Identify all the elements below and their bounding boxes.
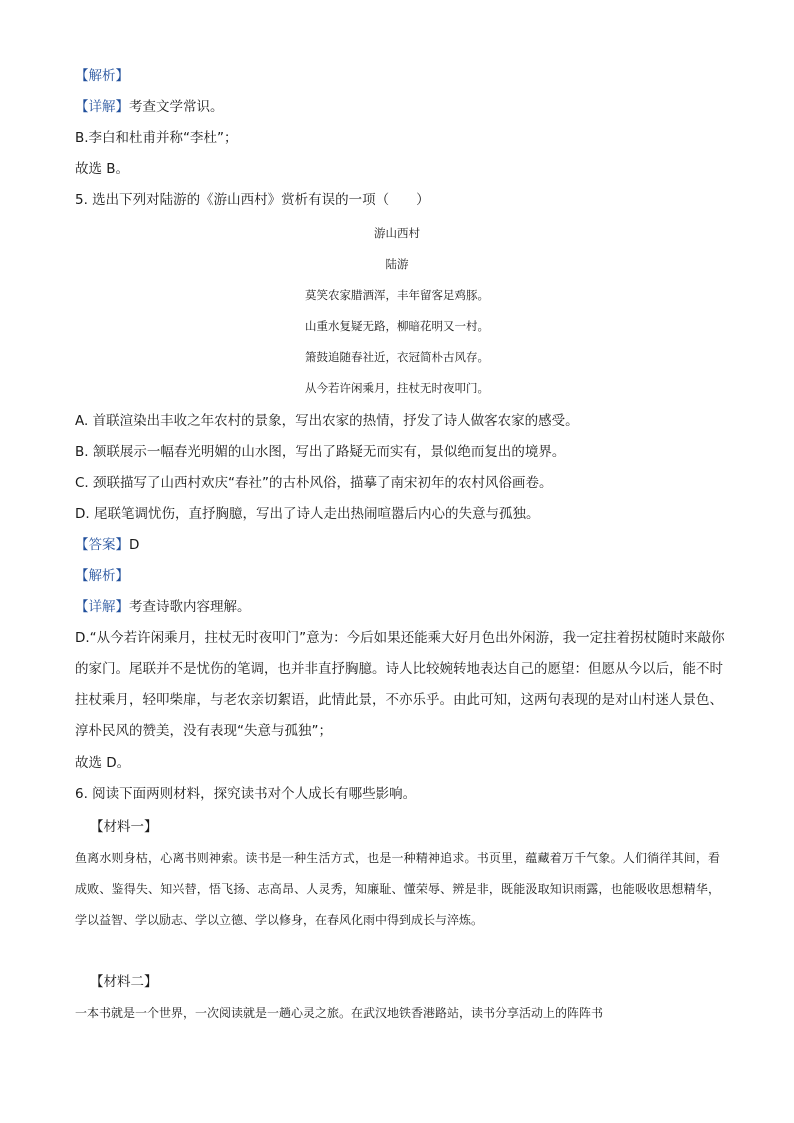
option-c: C. 颈联描写了山西村欢庆“春社”的古朴风俗，描摹了南宋初年的农村风俗画卷。: [75, 475, 553, 491]
choose-line: 故选 B。: [75, 161, 130, 177]
option-b: B. 颔联展示一幅春光明媚的山水图，写出了路疑无而实有，景似绝而复出的境界。: [75, 444, 566, 460]
material-2-title: 【材料二】: [90, 974, 158, 990]
choose-line: 故选 D。: [75, 755, 131, 771]
analysis-tag: 【解析】: [75, 68, 129, 84]
poem-line: 山重水复疑无路，柳暗花明又一村。: [305, 319, 489, 333]
answer-line: [75, 535, 139, 555]
option-a: A. 首联渲染出丰收之年农村的景象，写出农家的热情，抒发了诗人做客农家的感受。: [75, 413, 579, 429]
detail-tag: 【详解】: [75, 599, 129, 615]
option-d: D. 尾联笔调忧伤，直抒胸臆，写出了诗人走出热闹喧嚣后内心的失意与孤独。: [75, 506, 540, 522]
explanation-paragraph: D.“从今若许闲乘月，拄杖无时夜叩门”意为：今后如果还能乘大好月色出外闲游，我一定拄着拐杖随时来敲你的家门。尾联并不是忧伤的笔调，也并非直抒胸臆。诗人比较婉转地表达自己的愿望：但愿从今以后，能不时拄杖乘月，轻叩柴扉，与老农亲切絮语，此情此景，不亦乐乎。由此可知，这两句表现的是对山村迷人景色、淳朴民风的赞美，没有表现“失意与孤独”；: [75, 630, 725, 739]
poem-author: 陆游: [385, 257, 409, 271]
detail-line: [75, 597, 251, 617]
detail-text: 考查诗歌内容理解。: [129, 599, 251, 615]
detail-text: 考查文学常识。: [129, 99, 224, 115]
poem-title: 游山西村: [374, 226, 420, 240]
option-b-note: B.李白和杜甫并称“李杜”；: [75, 130, 238, 146]
material-2-text: 一本书就是一个世界，一次阅读就是一趟心灵之旅。在武汉地铁香港路站，读书分享活动上的阵阵书: [75, 1006, 604, 1020]
material-1-title: 【材料一】: [90, 819, 158, 835]
detail-line: [75, 97, 224, 117]
question-6-stem: 6. 阅读下面两则材料，探究读书对个人成长有哪些影响。: [75, 786, 417, 802]
detail-tag: 【详解】: [75, 99, 129, 115]
poem-line: 从今若许闲乘月，拄杖无时夜叩门。: [305, 381, 489, 395]
poem-line: 莫笑农家腊酒浑，丰年留客足鸡豚。: [305, 288, 489, 302]
answer-tag: 【答案】: [75, 537, 129, 553]
question-5-stem: 5. 选出下列对陆游的《游山西村》赏析有误的一项（ ）: [75, 192, 430, 208]
answer-value: D: [129, 537, 140, 553]
analysis-tag: 【解析】: [75, 568, 129, 584]
material-1-text: 鱼离水则身枯，心离书则神索。读书是一种生活方式，也是一种精神追求。书页里，蕴藏着万千气象。人们徜徉其间，看成败、鉴得失、知兴替，悟飞扬、志高昂、人灵秀，知廉耻、懂荣辱、辨是非，既能汲取知识雨露，也能吸收思想精华，学以益智、学以励志、学以立德、学以修身，在春风化雨中得到成长与淬炼。: [75, 851, 720, 927]
poem-line: 箫鼓追随春社近，衣冠简朴古风存。: [305, 350, 489, 364]
